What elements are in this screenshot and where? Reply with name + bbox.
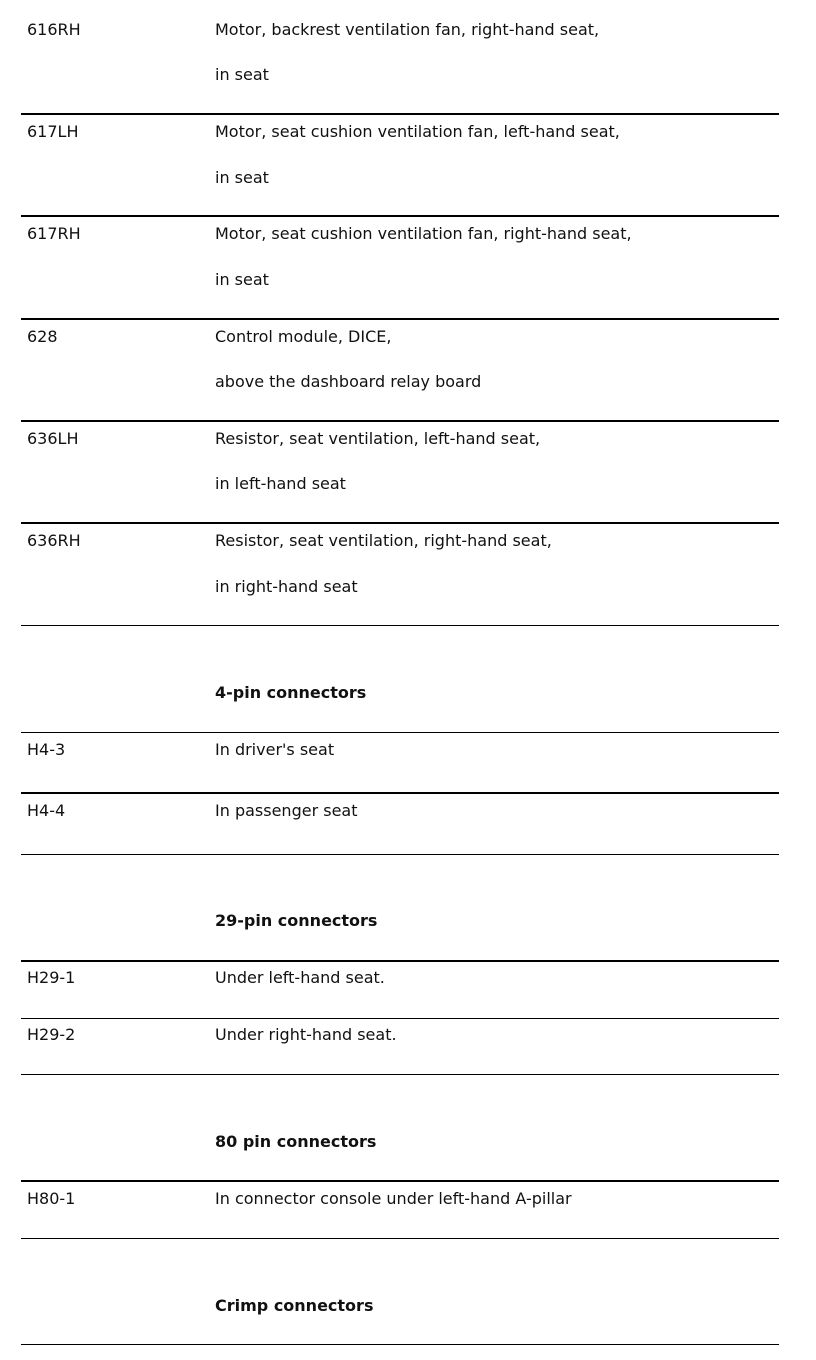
row-divider (21, 1344, 779, 1345)
component-code: 628 (27, 327, 58, 346)
row-divider (21, 960, 779, 962)
row-divider (21, 420, 779, 422)
row-divider (21, 1238, 779, 1239)
row-divider (21, 1074, 779, 1075)
component-description: Resistor, seat ventilation, left-hand seat, (215, 429, 541, 448)
row-divider (21, 1180, 779, 1182)
row-divider (21, 113, 779, 115)
component-description: Resistor, seat ventilation, right-hand seat, (215, 531, 552, 550)
row-divider (21, 522, 779, 524)
row-divider (21, 854, 779, 855)
component-description: Motor, seat cushion ventilation fan, right-hand seat, (215, 224, 632, 243)
component-code: 616RH (27, 20, 81, 39)
connector-location: In passenger seat (215, 801, 358, 820)
row-divider (21, 215, 779, 217)
component-location: in right-hand seat (215, 577, 358, 596)
component-code: 636LH (27, 429, 79, 448)
connector-code: H29-1 (27, 968, 76, 987)
connector-location: Under left-hand seat. (215, 968, 385, 987)
connector-code: H4-4 (27, 801, 66, 820)
connector-location: Under right-hand seat. (215, 1025, 397, 1044)
component-description: Control module, DICE, (215, 327, 392, 346)
section-heading: 4-pin connectors (215, 683, 367, 702)
connector-location: In connector console under left-hand A-pillar (215, 1189, 572, 1208)
section-heading: 80 pin connectors (215, 1132, 377, 1151)
component-description: Motor, backrest ventilation fan, right-hand seat, (215, 20, 600, 39)
connector-code: H80-1 (27, 1189, 76, 1208)
component-code: 617LH (27, 122, 79, 141)
component-location: in seat (215, 168, 269, 187)
connector-code: H29-2 (27, 1025, 76, 1044)
component-location: in left-hand seat (215, 474, 346, 493)
component-location: above the dashboard relay board (215, 372, 482, 391)
row-divider (21, 625, 779, 626)
row-divider (21, 1018, 779, 1019)
component-description: Motor, seat cushion ventilation fan, left-hand seat, (215, 122, 620, 141)
section-heading: Crimp connectors (215, 1296, 374, 1315)
row-divider (21, 732, 779, 733)
row-divider (21, 318, 779, 320)
connector-location: In driver's seat (215, 740, 335, 759)
component-location: in seat (215, 65, 269, 84)
component-code: 636RH (27, 531, 81, 550)
row-divider (21, 792, 779, 794)
component-location: in seat (215, 270, 269, 289)
component-code: 617RH (27, 224, 81, 243)
connector-code: H4-3 (27, 740, 66, 759)
section-heading: 29-pin connectors (215, 911, 378, 930)
